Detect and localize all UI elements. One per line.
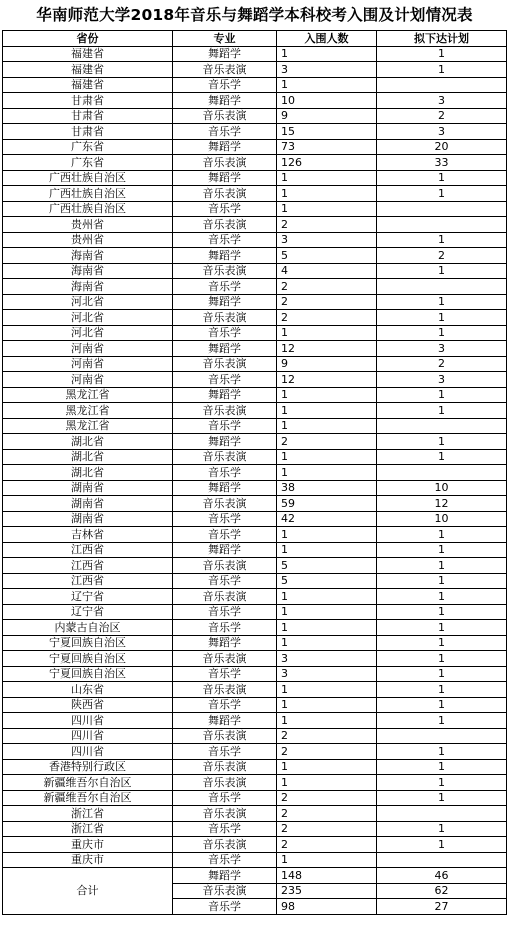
cell-plan: 1 xyxy=(377,775,507,791)
cell-province: 湖南省 xyxy=(3,480,173,496)
cell-shortlisted: 1 xyxy=(277,449,377,465)
table-row xyxy=(3,542,507,558)
cell-major: 音乐表演 xyxy=(173,775,277,791)
cell-province: 黑龙江省 xyxy=(3,403,173,419)
cell-shortlisted: 9 xyxy=(277,356,377,372)
table-row xyxy=(3,821,507,837)
table-row xyxy=(3,496,507,512)
table-row xyxy=(3,852,507,868)
cell-major: 舞蹈学 xyxy=(173,46,277,62)
cell-province: 贵州省 xyxy=(3,217,173,233)
table-row xyxy=(3,697,507,713)
cell-plan: 1 xyxy=(377,310,507,326)
table-row xyxy=(3,682,507,698)
cell-province: 香港特别行政区 xyxy=(3,759,173,775)
cell-plan xyxy=(377,728,507,744)
cell-plan: 1 xyxy=(377,170,507,186)
cell-plan: 3 xyxy=(377,372,507,388)
cell-major: 舞蹈学 xyxy=(173,480,277,496)
cell-plan: 1 xyxy=(377,604,507,620)
cell-province: 广东省 xyxy=(3,139,173,155)
cell-shortlisted: 1 xyxy=(277,170,377,186)
cell-shortlisted: 2 xyxy=(277,837,377,853)
table-row xyxy=(3,713,507,729)
cell-plan: 1 xyxy=(377,682,507,698)
cell-major: 音乐学 xyxy=(173,465,277,481)
cell-shortlisted: 1 xyxy=(277,527,377,543)
cell-major: 音乐学 xyxy=(173,201,277,217)
admission-table xyxy=(2,30,507,915)
cell-province: 广西壮族自治区 xyxy=(3,186,173,202)
cell-major: 音乐表演 xyxy=(173,310,277,326)
table-row xyxy=(3,775,507,791)
cell-major: 音乐学 xyxy=(173,279,277,295)
cell-province: 山东省 xyxy=(3,682,173,698)
cell-major: 音乐学 xyxy=(173,325,277,341)
table-row xyxy=(3,759,507,775)
cell-major: 音乐学 xyxy=(173,232,277,248)
table-row xyxy=(3,263,507,279)
cell-plan: 12 xyxy=(377,496,507,512)
table-row xyxy=(3,62,507,78)
cell-province: 湖北省 xyxy=(3,449,173,465)
cell-province: 新疆维吾尔自治区 xyxy=(3,790,173,806)
cell-plan: 1 xyxy=(377,589,507,605)
table-row xyxy=(3,465,507,481)
cell-shortlisted: 1 xyxy=(277,542,377,558)
cell-plan xyxy=(377,465,507,481)
cell-province: 重庆市 xyxy=(3,852,173,868)
table-row xyxy=(3,310,507,326)
cell-province: 重庆市 xyxy=(3,837,173,853)
total-major: 音乐表演 xyxy=(173,883,277,899)
cell-province: 河北省 xyxy=(3,310,173,326)
table-row xyxy=(3,620,507,636)
cell-major: 舞蹈学 xyxy=(173,93,277,109)
cell-plan: 10 xyxy=(377,511,507,527)
cell-major: 舞蹈学 xyxy=(173,341,277,357)
cell-province: 宁夏回族自治区 xyxy=(3,635,173,651)
table-row xyxy=(3,573,507,589)
table-row xyxy=(3,511,507,527)
cell-plan xyxy=(377,279,507,295)
cell-province: 河北省 xyxy=(3,325,173,341)
cell-shortlisted: 1 xyxy=(277,46,377,62)
cell-major: 音乐学 xyxy=(173,77,277,93)
cell-plan: 1 xyxy=(377,697,507,713)
header-major: 专业 xyxy=(173,31,277,47)
table-row xyxy=(3,248,507,264)
cell-province: 浙江省 xyxy=(3,806,173,822)
cell-plan: 33 xyxy=(377,155,507,171)
cell-shortlisted: 2 xyxy=(277,821,377,837)
cell-shortlisted: 1 xyxy=(277,201,377,217)
cell-shortlisted: 1 xyxy=(277,77,377,93)
cell-province: 湖北省 xyxy=(3,465,173,481)
cell-plan: 1 xyxy=(377,46,507,62)
cell-plan: 3 xyxy=(377,341,507,357)
cell-major: 音乐表演 xyxy=(173,186,277,202)
cell-province: 浙江省 xyxy=(3,821,173,837)
cell-shortlisted: 1 xyxy=(277,775,377,791)
table-row xyxy=(3,651,507,667)
cell-shortlisted: 10 xyxy=(277,93,377,109)
cell-major: 音乐学 xyxy=(173,604,277,620)
cell-province: 海南省 xyxy=(3,248,173,264)
cell-shortlisted: 1 xyxy=(277,604,377,620)
total-label: 合计 xyxy=(3,868,173,915)
cell-major: 音乐表演 xyxy=(173,837,277,853)
cell-shortlisted: 1 xyxy=(277,620,377,636)
cell-province: 湖北省 xyxy=(3,434,173,450)
cell-shortlisted: 4 xyxy=(277,263,377,279)
cell-major: 音乐学 xyxy=(173,790,277,806)
table-row xyxy=(3,356,507,372)
table-row xyxy=(3,201,507,217)
cell-plan: 2 xyxy=(377,356,507,372)
cell-plan: 1 xyxy=(377,790,507,806)
cell-province: 江西省 xyxy=(3,558,173,574)
cell-major: 舞蹈学 xyxy=(173,542,277,558)
cell-province: 江西省 xyxy=(3,573,173,589)
table-row xyxy=(3,372,507,388)
cell-province: 宁夏回族自治区 xyxy=(3,666,173,682)
cell-major: 音乐表演 xyxy=(173,62,277,78)
cell-shortlisted: 42 xyxy=(277,511,377,527)
table-row xyxy=(3,589,507,605)
cell-plan: 1 xyxy=(377,651,507,667)
cell-major: 舞蹈学 xyxy=(173,170,277,186)
table-row xyxy=(3,217,507,233)
cell-plan: 1 xyxy=(377,527,507,543)
cell-plan: 1 xyxy=(377,558,507,574)
cell-plan: 1 xyxy=(377,434,507,450)
cell-shortlisted: 1 xyxy=(277,682,377,698)
cell-province: 湖南省 xyxy=(3,496,173,512)
cell-plan: 1 xyxy=(377,325,507,341)
cell-plan: 3 xyxy=(377,93,507,109)
cell-major: 音乐表演 xyxy=(173,496,277,512)
table-row xyxy=(3,558,507,574)
cell-major: 音乐学 xyxy=(173,697,277,713)
cell-province: 宁夏回族自治区 xyxy=(3,651,173,667)
cell-major: 音乐表演 xyxy=(173,108,277,124)
table-row xyxy=(3,325,507,341)
table-row xyxy=(3,186,507,202)
cell-plan xyxy=(377,217,507,233)
cell-plan: 20 xyxy=(377,139,507,155)
total-major: 音乐学 xyxy=(173,899,277,915)
cell-shortlisted: 5 xyxy=(277,248,377,264)
cell-plan: 1 xyxy=(377,542,507,558)
cell-plan: 1 xyxy=(377,62,507,78)
cell-plan: 1 xyxy=(377,263,507,279)
cell-plan xyxy=(377,418,507,434)
cell-province: 贵州省 xyxy=(3,232,173,248)
cell-shortlisted: 9 xyxy=(277,108,377,124)
cell-shortlisted: 1 xyxy=(277,697,377,713)
cell-shortlisted: 1 xyxy=(277,186,377,202)
table-row xyxy=(3,93,507,109)
table-row xyxy=(3,806,507,822)
cell-province: 黑龙江省 xyxy=(3,387,173,403)
cell-plan: 1 xyxy=(377,387,507,403)
cell-province: 甘肃省 xyxy=(3,124,173,140)
cell-province: 湖南省 xyxy=(3,511,173,527)
cell-plan: 10 xyxy=(377,480,507,496)
cell-plan: 1 xyxy=(377,635,507,651)
table-row xyxy=(3,124,507,140)
cell-shortlisted: 59 xyxy=(277,496,377,512)
cell-major: 音乐表演 xyxy=(173,263,277,279)
cell-major: 音乐学 xyxy=(173,744,277,760)
cell-plan: 2 xyxy=(377,248,507,264)
table-row xyxy=(3,232,507,248)
cell-shortlisted: 2 xyxy=(277,434,377,450)
cell-major: 音乐学 xyxy=(173,124,277,140)
cell-plan: 1 xyxy=(377,620,507,636)
cell-major: 音乐表演 xyxy=(173,759,277,775)
cell-shortlisted: 1 xyxy=(277,418,377,434)
cell-major: 音乐表演 xyxy=(173,356,277,372)
cell-major: 音乐学 xyxy=(173,527,277,543)
table-row xyxy=(3,604,507,620)
table-row xyxy=(3,480,507,496)
total-plan: 27 xyxy=(377,899,507,915)
total-plan: 62 xyxy=(377,883,507,899)
cell-province: 河北省 xyxy=(3,294,173,310)
cell-province: 吉林省 xyxy=(3,527,173,543)
cell-plan xyxy=(377,806,507,822)
cell-province: 辽宁省 xyxy=(3,589,173,605)
header-plan: 拟下达计划 xyxy=(377,31,507,47)
cell-major: 舞蹈学 xyxy=(173,434,277,450)
header-row xyxy=(3,31,507,47)
table-row xyxy=(3,139,507,155)
cell-shortlisted: 5 xyxy=(277,573,377,589)
cell-province: 福建省 xyxy=(3,46,173,62)
cell-plan: 1 xyxy=(377,666,507,682)
cell-plan: 1 xyxy=(377,821,507,837)
table-row xyxy=(3,744,507,760)
cell-major: 舞蹈学 xyxy=(173,713,277,729)
cell-shortlisted: 73 xyxy=(277,139,377,155)
table-row xyxy=(3,666,507,682)
cell-shortlisted: 2 xyxy=(277,217,377,233)
cell-major: 音乐表演 xyxy=(173,589,277,605)
cell-major: 舞蹈学 xyxy=(173,248,277,264)
table-row xyxy=(3,418,507,434)
header-shortlisted: 入围人数 xyxy=(277,31,377,47)
table-row xyxy=(3,635,507,651)
cell-province: 黑龙江省 xyxy=(3,418,173,434)
cell-province: 广西壮族自治区 xyxy=(3,170,173,186)
table-row xyxy=(3,170,507,186)
cell-province: 四川省 xyxy=(3,713,173,729)
total-plan: 46 xyxy=(377,868,507,884)
cell-shortlisted: 2 xyxy=(277,294,377,310)
cell-major: 音乐表演 xyxy=(173,217,277,233)
table-row xyxy=(3,387,507,403)
total-shortlisted: 235 xyxy=(277,883,377,899)
cell-major: 音乐表演 xyxy=(173,728,277,744)
cell-plan: 1 xyxy=(377,449,507,465)
cell-province: 河南省 xyxy=(3,356,173,372)
cell-shortlisted: 12 xyxy=(277,341,377,357)
cell-major: 音乐表演 xyxy=(173,449,277,465)
cell-plan xyxy=(377,201,507,217)
table-row xyxy=(3,341,507,357)
cell-shortlisted: 3 xyxy=(277,651,377,667)
cell-province: 海南省 xyxy=(3,279,173,295)
cell-major: 舞蹈学 xyxy=(173,387,277,403)
cell-major: 音乐表演 xyxy=(173,403,277,419)
total-row xyxy=(3,868,507,884)
cell-plan: 1 xyxy=(377,573,507,589)
cell-plan: 1 xyxy=(377,403,507,419)
cell-major: 音乐学 xyxy=(173,511,277,527)
table-row xyxy=(3,46,507,62)
cell-major: 音乐学 xyxy=(173,418,277,434)
cell-shortlisted: 1 xyxy=(277,403,377,419)
cell-shortlisted: 1 xyxy=(277,759,377,775)
total-major: 舞蹈学 xyxy=(173,868,277,884)
table-row xyxy=(3,294,507,310)
cell-province: 四川省 xyxy=(3,728,173,744)
cell-major: 舞蹈学 xyxy=(173,294,277,310)
cell-major: 音乐学 xyxy=(173,666,277,682)
cell-plan: 1 xyxy=(377,186,507,202)
cell-major: 音乐学 xyxy=(173,620,277,636)
table-row xyxy=(3,155,507,171)
cell-shortlisted: 12 xyxy=(277,372,377,388)
cell-major: 音乐表演 xyxy=(173,682,277,698)
cell-plan: 1 xyxy=(377,232,507,248)
cell-major: 音乐学 xyxy=(173,573,277,589)
table-row xyxy=(3,279,507,295)
cell-province: 新疆维吾尔自治区 xyxy=(3,775,173,791)
cell-province: 河南省 xyxy=(3,372,173,388)
cell-shortlisted: 1 xyxy=(277,635,377,651)
cell-province: 江西省 xyxy=(3,542,173,558)
cell-shortlisted: 2 xyxy=(277,790,377,806)
cell-plan: 1 xyxy=(377,759,507,775)
cell-province: 河南省 xyxy=(3,341,173,357)
table-row xyxy=(3,449,507,465)
table-row xyxy=(3,728,507,744)
cell-province: 辽宁省 xyxy=(3,604,173,620)
cell-plan xyxy=(377,852,507,868)
cell-plan: 1 xyxy=(377,744,507,760)
cell-province: 广东省 xyxy=(3,155,173,171)
cell-shortlisted: 2 xyxy=(277,728,377,744)
table-row xyxy=(3,527,507,543)
cell-major: 舞蹈学 xyxy=(173,139,277,155)
cell-shortlisted: 3 xyxy=(277,62,377,78)
cell-shortlisted: 1 xyxy=(277,387,377,403)
cell-shortlisted: 1 xyxy=(277,465,377,481)
header-province: 省份 xyxy=(3,31,173,47)
cell-major: 音乐表演 xyxy=(173,155,277,171)
table-row xyxy=(3,403,507,419)
cell-shortlisted: 38 xyxy=(277,480,377,496)
table-row xyxy=(3,837,507,853)
cell-major: 音乐表演 xyxy=(173,651,277,667)
cell-shortlisted: 15 xyxy=(277,124,377,140)
page-title: 华南师范大学2018年音乐与舞蹈学本科校考入围及计划情况表 xyxy=(36,6,473,24)
table-row xyxy=(3,77,507,93)
cell-shortlisted: 2 xyxy=(277,310,377,326)
cell-province: 海南省 xyxy=(3,263,173,279)
cell-shortlisted: 1 xyxy=(277,325,377,341)
cell-major: 音乐学 xyxy=(173,372,277,388)
cell-plan: 1 xyxy=(377,713,507,729)
table-row xyxy=(3,108,507,124)
cell-province: 甘肃省 xyxy=(3,108,173,124)
cell-shortlisted: 3 xyxy=(277,232,377,248)
cell-shortlisted: 3 xyxy=(277,666,377,682)
cell-plan: 3 xyxy=(377,124,507,140)
cell-major: 音乐学 xyxy=(173,852,277,868)
cell-province: 福建省 xyxy=(3,62,173,78)
cell-shortlisted: 1 xyxy=(277,589,377,605)
cell-province: 福建省 xyxy=(3,77,173,93)
cell-major: 舞蹈学 xyxy=(173,635,277,651)
cell-plan: 1 xyxy=(377,837,507,853)
total-shortlisted: 98 xyxy=(277,899,377,915)
table-body xyxy=(3,46,507,914)
cell-province: 广西壮族自治区 xyxy=(3,201,173,217)
cell-shortlisted: 2 xyxy=(277,279,377,295)
table-row xyxy=(3,790,507,806)
cell-plan: 2 xyxy=(377,108,507,124)
cell-shortlisted: 2 xyxy=(277,806,377,822)
cell-plan: 1 xyxy=(377,294,507,310)
cell-major: 音乐学 xyxy=(173,821,277,837)
table-row xyxy=(3,434,507,450)
cell-plan xyxy=(377,77,507,93)
cell-province: 陕西省 xyxy=(3,697,173,713)
cell-shortlisted: 2 xyxy=(277,744,377,760)
cell-shortlisted: 1 xyxy=(277,713,377,729)
cell-province: 甘肃省 xyxy=(3,93,173,109)
cell-major: 音乐表演 xyxy=(173,558,277,574)
cell-shortlisted: 126 xyxy=(277,155,377,171)
cell-province: 内蒙古自治区 xyxy=(3,620,173,636)
cell-shortlisted: 5 xyxy=(277,558,377,574)
cell-province: 四川省 xyxy=(3,744,173,760)
cell-shortlisted: 1 xyxy=(277,852,377,868)
cell-major: 音乐表演 xyxy=(173,806,277,822)
total-shortlisted: 148 xyxy=(277,868,377,884)
